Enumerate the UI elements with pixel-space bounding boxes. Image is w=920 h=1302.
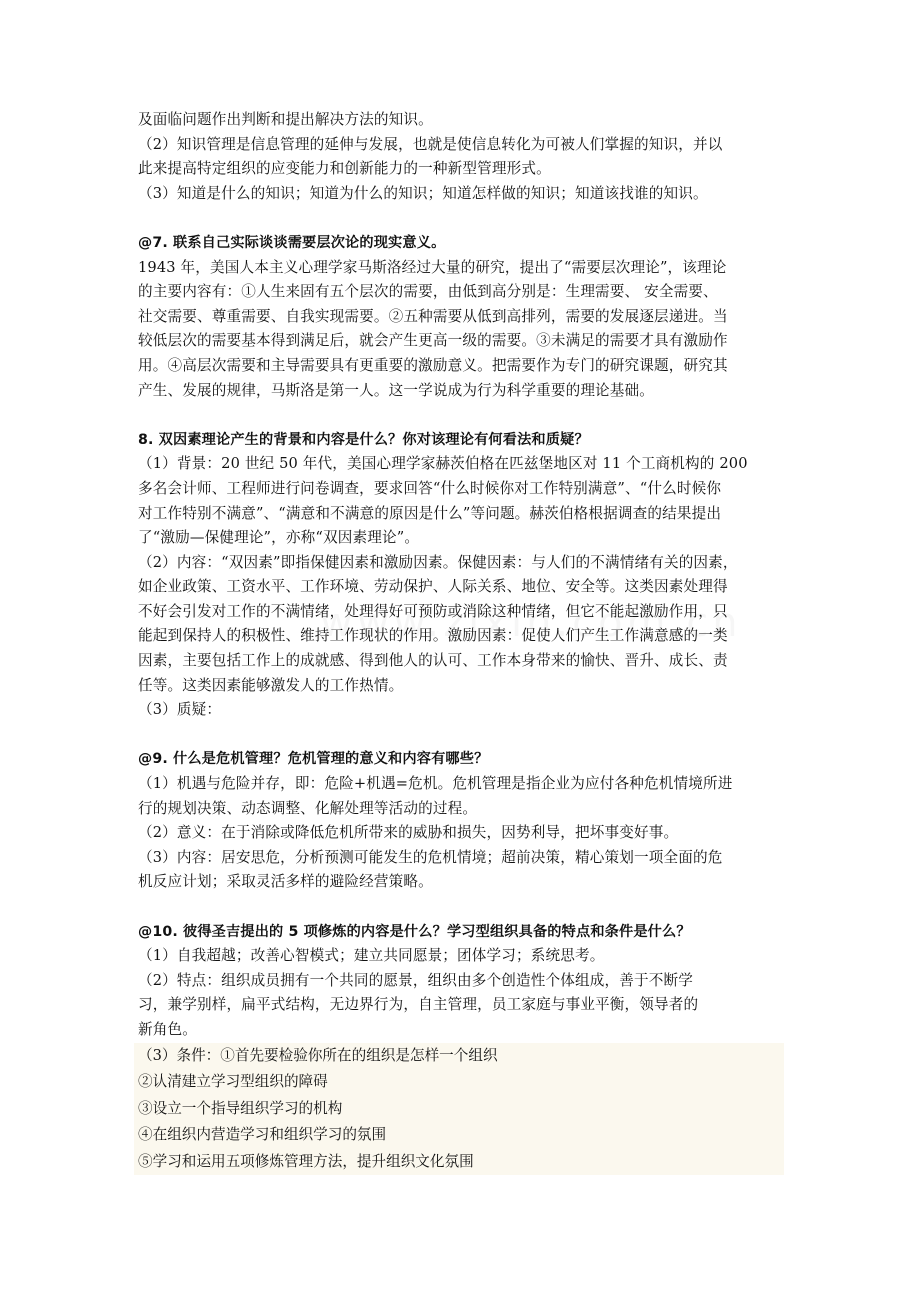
paragraph-line: 多名会计师、工程师进行问卷调查，要求回答“什么时候你对工作特别满意”、“什么时候你 xyxy=(138,479,722,497)
paragraph-line: （3）内容：居安思危，分析预测可能发生的危机情境；超前决策，精心策划一项全面的危 xyxy=(138,848,723,866)
question-heading: @9. 什么是危机管理？危机管理的意义和内容有哪些？ xyxy=(138,751,489,768)
paragraph-line: 产生、发展的规律，马斯洛是第一人。这一学说成为行为科学重要的理论基础。 xyxy=(138,381,655,399)
section-knowledge-management xyxy=(138,108,784,206)
paragraph-line: 较低层次的需要基本得到满足后，就会产生更高一级的需要。③未满足的需要才具有激励作 xyxy=(138,332,728,350)
paragraph-line: 行的规划决策、动态调整、化解处理等活动的过程。 xyxy=(138,799,478,817)
question-heading: 8. 双因素理论产生的背景和内容是什么？你对该理论有何看法和质疑？ xyxy=(138,431,589,448)
paragraph-line: （1）自我超越；改善心智模式；建立共同愿景；团体学习；系统思考。 xyxy=(138,947,605,965)
question-heading: @7. 联系自己实际谈谈需要层次论的现实意义。 xyxy=(138,234,446,251)
paragraph-line: 的主要内容有：①人生来固有五个层次的需要，由低到高分别是：生理需要、 安全需要、 xyxy=(138,283,718,301)
condition-line: ④在组织内营造学习和组织学习的氛围 xyxy=(138,1126,387,1144)
paragraph-line: （2）内容：“双因素”即指保健因素和激励因素。保健因素：与人们的不满情绪有关的因素， xyxy=(138,553,738,571)
paragraph-line: 了“激励—保健理论”，亦称“双因素理论”。 xyxy=(138,529,420,547)
paragraph-line: （2）知识管理是信息管理的延伸与发展，也就是使信息转化为可被人们掌握的知识，并以 xyxy=(138,135,723,153)
paragraph-line: 如企业政策、工资水平、工作环境、劳动保护、人际关系、地位、安全等。这类因素处理得 xyxy=(138,578,728,596)
paragraph-line: 此来提高特定组织的应变能力和创新能力的一种新型管理形式。 xyxy=(138,160,551,178)
paragraph-line: 新角色。 xyxy=(138,1020,197,1038)
paragraph-line: 能起到保持人的积极性、维持工作现状的作用。激励因素：促使人们产生工作满意感的一类 xyxy=(138,627,728,645)
paragraph-line: 习，兼学别样，扁平式结构，无边界行为，自主管理，员工家庭与事业平衡，领导者的 xyxy=(138,996,699,1014)
paragraph-line: （1）背景：20 世纪 50 年代，美国心理学家赫茨伯格在匹兹堡地区对 11 个工商机构的 200 xyxy=(138,455,748,473)
paragraph-line: （3）知道是什么的知识；知道为什么的知识；知道怎样做的知识；知道该找谁的知识。 xyxy=(138,184,708,202)
paragraph-line: 用。④高层次需要和主导需要具有更重要的激励意义。把需要作为专门的研究课题，研究其 xyxy=(138,356,728,374)
condition-line: （3）条件：①首先要检验你所在的组织是怎样一个组织 xyxy=(138,1046,498,1064)
paragraph-line: （2）意义：在于消除或降低危机所带来的威胁和损失，因势利导，把坏事变好事。 xyxy=(138,824,679,842)
section-q9 xyxy=(138,747,784,895)
paragraph-line: （1）机遇与危险并存，即：危险+机遇=危机。危机管理是指企业为应付各种危机情境所进 xyxy=(138,775,733,793)
paragraph-line: （2）特点：组织成员拥有一个共同的愿景，组织由多个创造性个体组成，善于不断学 xyxy=(138,971,693,989)
section-q7 xyxy=(138,231,784,403)
section-q10 xyxy=(138,920,784,1175)
paragraph-line: 机反应计划；采取灵活多样的避险经营策略。 xyxy=(138,873,433,891)
condition-line: ③设立一个指导组织学习的机构 xyxy=(138,1099,343,1117)
paragraph-line: 不好会引发对工作的不满情绪，处理得好可预防或消除这种情绪，但它不能起激励作用，只 xyxy=(138,602,728,620)
section-q8 xyxy=(138,428,784,723)
paragraph-line: 因素，主要包括工作上的成就感、得到他人的认可、工作本身带来的愉快、晋升、成长、责 xyxy=(138,652,728,670)
highlighted-conditions-block xyxy=(134,1043,784,1176)
condition-line: ②认清建立学习型组织的障碍 xyxy=(138,1073,328,1091)
paragraph-line: 社交需要、尊重需要、自我实现需要。②五种需要从低到高排列，需要的发展逐层递进。当 xyxy=(138,307,728,325)
paragraph-line: 任等。这类因素能够激发人的工作热情。 xyxy=(138,676,404,694)
paragraph-line: 1943 年，美国人本主义心理学家马斯洛经过大量的研究，提出了“需要层次理论”，该理论 xyxy=(138,258,727,276)
condition-line: ⑤学习和运用五项修炼管理方法，提升组织文化氛围 xyxy=(138,1152,474,1170)
document-page xyxy=(138,108,784,1175)
paragraph-line: 及面临问题作出判断和提出解决方法的知识。 xyxy=(138,111,433,128)
paragraph-line: （3）质疑： xyxy=(138,701,222,719)
paragraph-line: 对工作特别不满意”、“满意和不满意的原因是什么”等问题。赫茨伯格根据调查的结果提出 xyxy=(138,504,722,522)
question-heading: @10. 彼得圣吉提出的 5 项修炼的内容是什么？学习型组织具备的特点和条件是什么？ xyxy=(138,923,691,940)
